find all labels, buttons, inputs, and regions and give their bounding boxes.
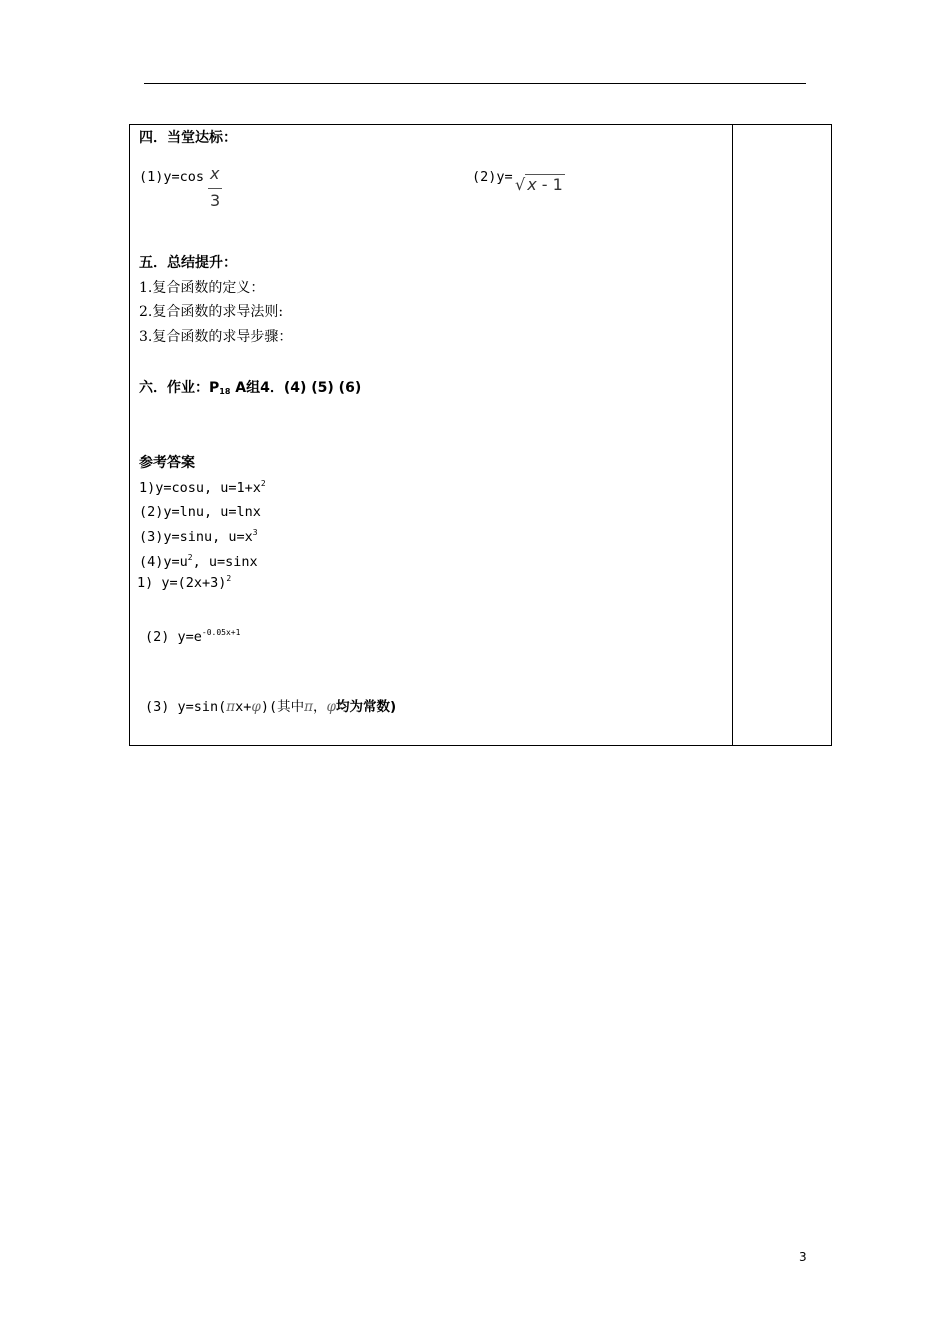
- answer-text: (3)y=sinu, u=x: [139, 529, 253, 545]
- answer-text: ，: [313, 699, 327, 715]
- q1-label: (1)y=cos: [139, 169, 205, 185]
- answer-text: , u=sinx: [192, 554, 258, 570]
- answer-text: (2)y=lnu, u=lnx: [139, 504, 261, 520]
- answer-line: [137, 574, 231, 592]
- q2-radicand: [525, 174, 565, 194]
- answer-line: [139, 553, 258, 571]
- answer-text: 1) y=(2x+3): [137, 575, 227, 591]
- answer-superscript: -0.05x+1: [201, 628, 241, 637]
- page-number: 3: [799, 1250, 807, 1264]
- answer-superscript: 2: [187, 553, 193, 562]
- answer-superscript: 3: [252, 528, 258, 537]
- answer-text: (4)y=u: [139, 554, 188, 570]
- pi-symbol: π: [304, 699, 314, 715]
- summary-item: 3.复合函数的求导步骤：: [139, 329, 293, 345]
- q2-radicand-rest: - 1: [536, 175, 563, 194]
- answer-line: [139, 528, 258, 546]
- q1-numerator: x: [210, 164, 220, 183]
- answer-line-last: [145, 698, 396, 716]
- answer-text: (3) y=sin(: [145, 699, 227, 715]
- section5-heading: 五．总结提升：: [139, 255, 237, 271]
- section6-prefix: 六．作业：P: [139, 380, 220, 396]
- radical-sign: √: [515, 175, 526, 194]
- q1-denominator: 3: [210, 191, 221, 210]
- section6-subscript: 18: [219, 387, 231, 396]
- answer-line: [139, 479, 266, 497]
- answer-text: (2) y=e: [145, 629, 202, 645]
- phi-symbol: φ: [251, 699, 261, 715]
- answer-line: [139, 503, 261, 521]
- phi-symbol: φ: [326, 699, 336, 715]
- section6-suffix: A组4．(4) (5) (6): [230, 380, 362, 396]
- summary-item: 1.复合函数的定义：: [139, 280, 265, 296]
- q1-fraction-bar: [208, 188, 222, 189]
- q2-sqrt: [515, 175, 565, 194]
- summary-item: 2.复合函数的求导法则:: [139, 304, 284, 320]
- answers-heading: 参考答案: [139, 455, 195, 471]
- answer-superscript: 2: [226, 574, 232, 583]
- pi-symbol: π: [226, 699, 236, 715]
- answer-text: 1)y=cosu, u=1+x: [139, 480, 261, 496]
- header-rule: [144, 83, 806, 84]
- answer-text: x+: [235, 699, 252, 715]
- answer-superscript: 2: [260, 479, 266, 488]
- answer-text: )(其中: [260, 699, 305, 715]
- answer-text: 均为常数): [335, 699, 397, 715]
- section6-heading: [139, 379, 361, 397]
- answer-line: [145, 628, 240, 646]
- content-table: [129, 124, 832, 746]
- table-column-divider: [732, 124, 733, 746]
- q2-radicand-var: x: [527, 175, 537, 194]
- q2-label: (2)y=: [472, 169, 513, 185]
- section4-heading: 四．当堂达标：: [139, 130, 237, 146]
